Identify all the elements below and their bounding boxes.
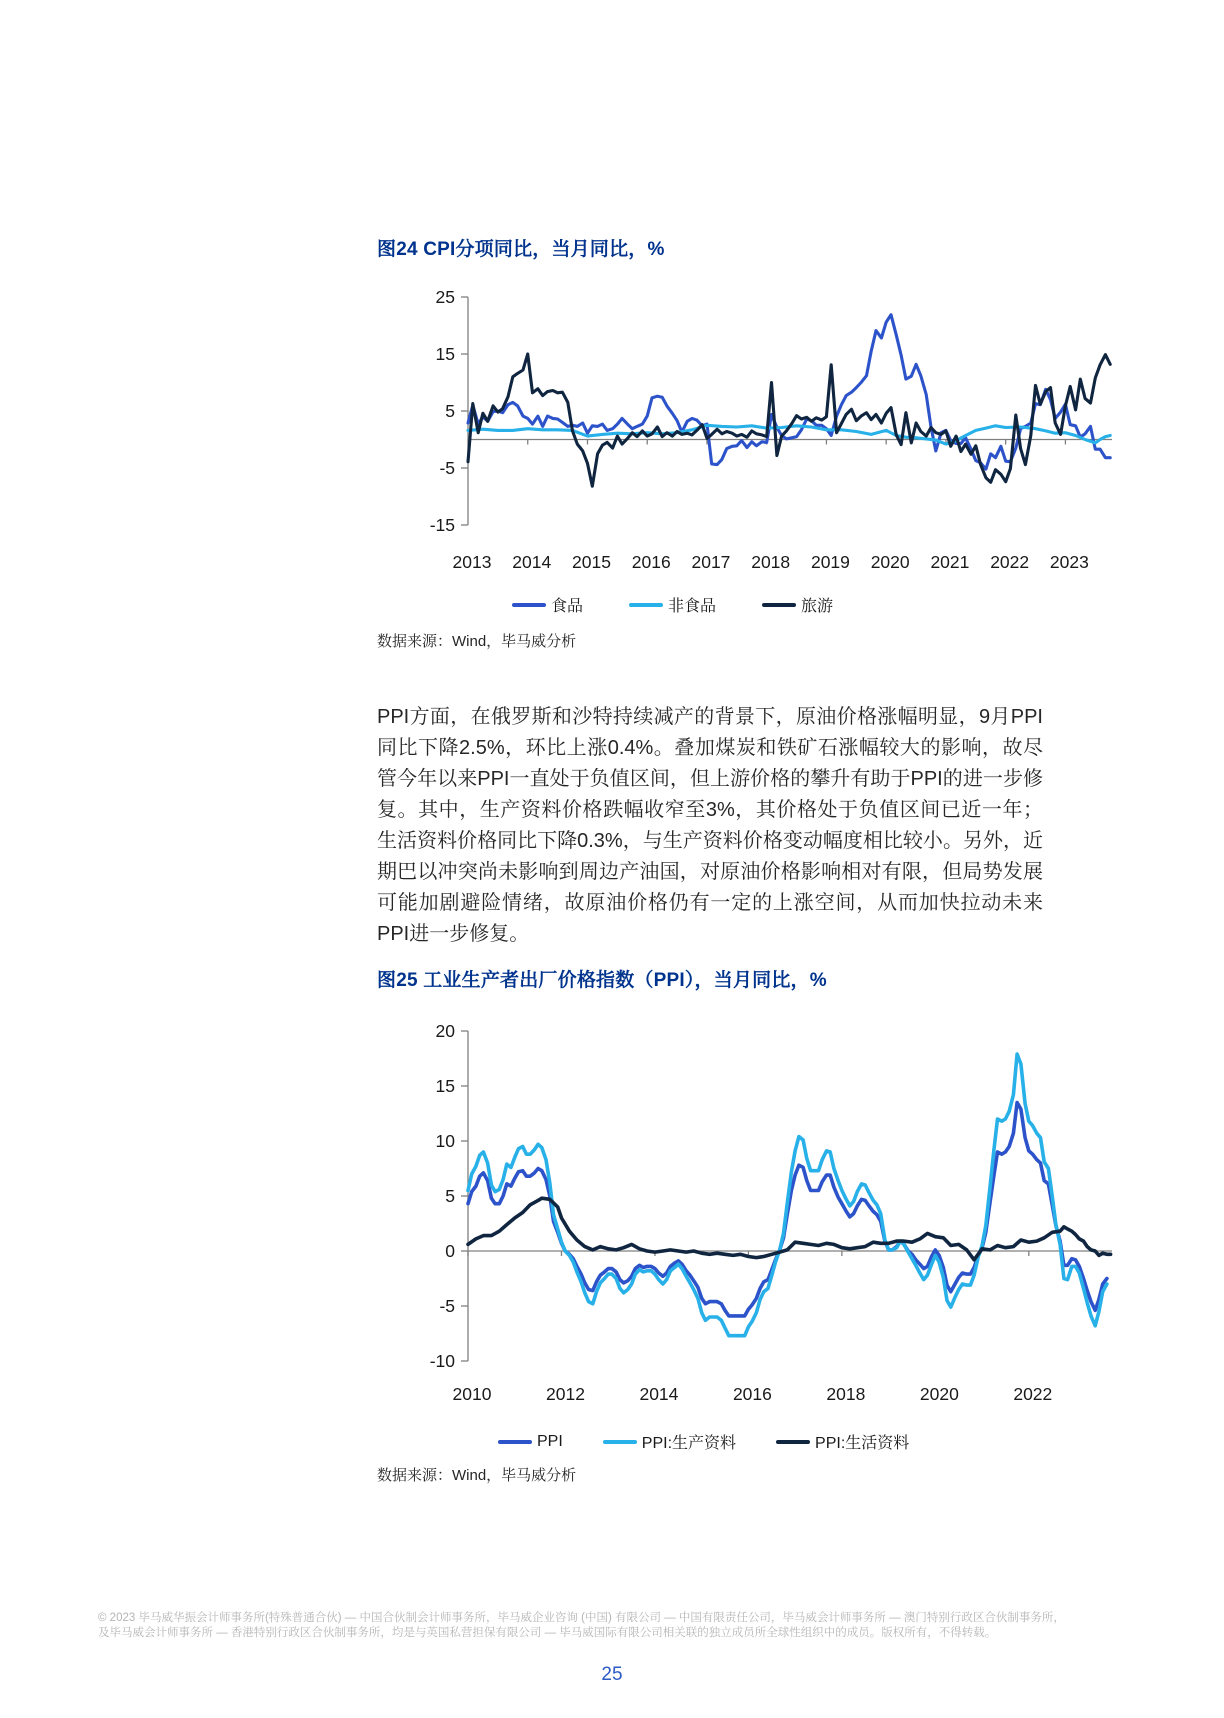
- legend-line-swatch: [603, 1440, 637, 1444]
- figure25-source: 数据来源：Wind，毕马威分析: [377, 1467, 577, 1484]
- cpi-line-chart: [0, 270, 1224, 585]
- x-tick-label: 2018: [751, 552, 791, 572]
- legend-label: 食品: [551, 598, 584, 615]
- figure24-source: 数据来源：Wind，毕马威分析: [377, 633, 577, 650]
- copyright-footer-line1: © 2023 毕马威华振会计师事务所(特殊普通合伙) — 中国合伙制会计师事务所，毕马威企业咨询 (中国) 有限公司 — 中国有限责任公司，毕马威会计师事务所 — 澳门特别行政区合伙制事务所，: [98, 1612, 1065, 1624]
- ppi-line-chart: [0, 1005, 1224, 1417]
- y-tick-label: 10: [435, 1131, 455, 1151]
- y-tick-label: -15: [429, 515, 455, 535]
- x-tick-label: 2020: [919, 1384, 959, 1404]
- chart-line-PPI:生产资料: [468, 1054, 1107, 1336]
- x-tick-label: 2022: [990, 552, 1030, 572]
- y-tick-label: 25: [435, 287, 455, 307]
- ppi-chart-legend: [498, 1430, 909, 1453]
- x-tick-label: 2016: [732, 1384, 772, 1404]
- figure24-title: 图24 CPI分项同比，当月同比，%: [377, 239, 665, 260]
- legend-line-swatch: [776, 1440, 810, 1444]
- legend-item-旅游: [762, 593, 833, 616]
- legend-line-swatch: [629, 603, 663, 607]
- y-tick-label: -5: [439, 1296, 455, 1316]
- x-tick-label: 2019: [810, 552, 850, 572]
- y-tick-label: 5: [445, 401, 455, 421]
- legend-item-PPI: [498, 1433, 563, 1451]
- y-tick-label: 0: [445, 1241, 455, 1261]
- copyright-footer-line2: 及毕马威会计师事务所 — 香港特别行政区合伙制事务所，均是与英国私营担保有限公司 — 毕马威国际有限公司相关联的独立成员所全球性组织中的成员。版权所有，不得转载。: [98, 1627, 997, 1639]
- x-tick-label: 2013: [452, 552, 492, 572]
- x-tick-label: 2015: [572, 552, 611, 572]
- page-number: 25: [601, 1664, 623, 1685]
- x-tick-label: 2014: [512, 552, 552, 572]
- body-paragraph: PPI方面，在俄罗斯和沙特持续减产的背景下，原油价格涨幅明显，9月PPI同比下降2.5%，环比上涨0.4%。叠加煤炭和铁矿石涨幅较大的影响，故尽管今年以来PPI一直处于负值区间，但上游价格的攀升有助于PPI的进一步修复。其中，生产资料价格跌幅收窄至3%，其价格处于负值区间已近一年；生活资料价格同比下降0.3%，与生产资料价格变动幅度相比较小。另外，近期巴以冲突尚未影响到周边产油国，对原油价格影响相对有限，但局势发展可能加剧避险情绪，故原油价格仍有一定的上涨空间，从而加快拉动未来PPI进一步修复。: [377, 706, 1043, 945]
- chart-line-旅游: [468, 354, 1110, 486]
- legend-label: 旅游: [801, 598, 834, 615]
- copyright-footer: [98, 1611, 1134, 1641]
- x-tick-label: 2012: [546, 1384, 585, 1404]
- y-tick-label: 20: [435, 1021, 455, 1041]
- legend-line-swatch: [762, 603, 796, 607]
- x-tick-label: 2023: [1049, 552, 1089, 572]
- legend-item-食品: [512, 593, 583, 616]
- legend-label: PPI: [537, 1432, 563, 1450]
- y-tick-label: -10: [429, 1351, 455, 1371]
- cpi-chart-legend: [512, 593, 833, 616]
- y-tick-label: 5: [445, 1186, 455, 1206]
- legend-line-swatch: [498, 1440, 532, 1444]
- x-tick-label: 2017: [691, 552, 731, 572]
- legend-label: PPI:生活资料: [815, 1435, 910, 1452]
- legend-line-swatch: [512, 603, 546, 607]
- x-tick-label: 2020: [870, 552, 910, 572]
- figure25-title: 图25 工业生产者出厂价格指数（PPI），当月同比，%: [377, 970, 827, 991]
- x-tick-label: 2021: [930, 552, 970, 572]
- x-tick-label: 2014: [639, 1384, 679, 1404]
- x-tick-label: 2022: [1013, 1384, 1053, 1404]
- x-tick-label: 2016: [631, 552, 671, 572]
- legend-label: 非食品: [668, 598, 717, 615]
- legend-item-PPI:生活资料: [776, 1430, 909, 1453]
- x-tick-label: 2018: [826, 1384, 866, 1404]
- legend-item-非食品: [629, 593, 716, 616]
- x-tick-label: 2010: [452, 1384, 492, 1404]
- legend-label: PPI:生产资料: [641, 1435, 737, 1452]
- y-tick-label: 15: [435, 1076, 455, 1096]
- y-tick-label: 15: [435, 344, 455, 364]
- legend-item-PPI:生产资料: [603, 1430, 736, 1453]
- y-tick-label: -5: [439, 458, 455, 478]
